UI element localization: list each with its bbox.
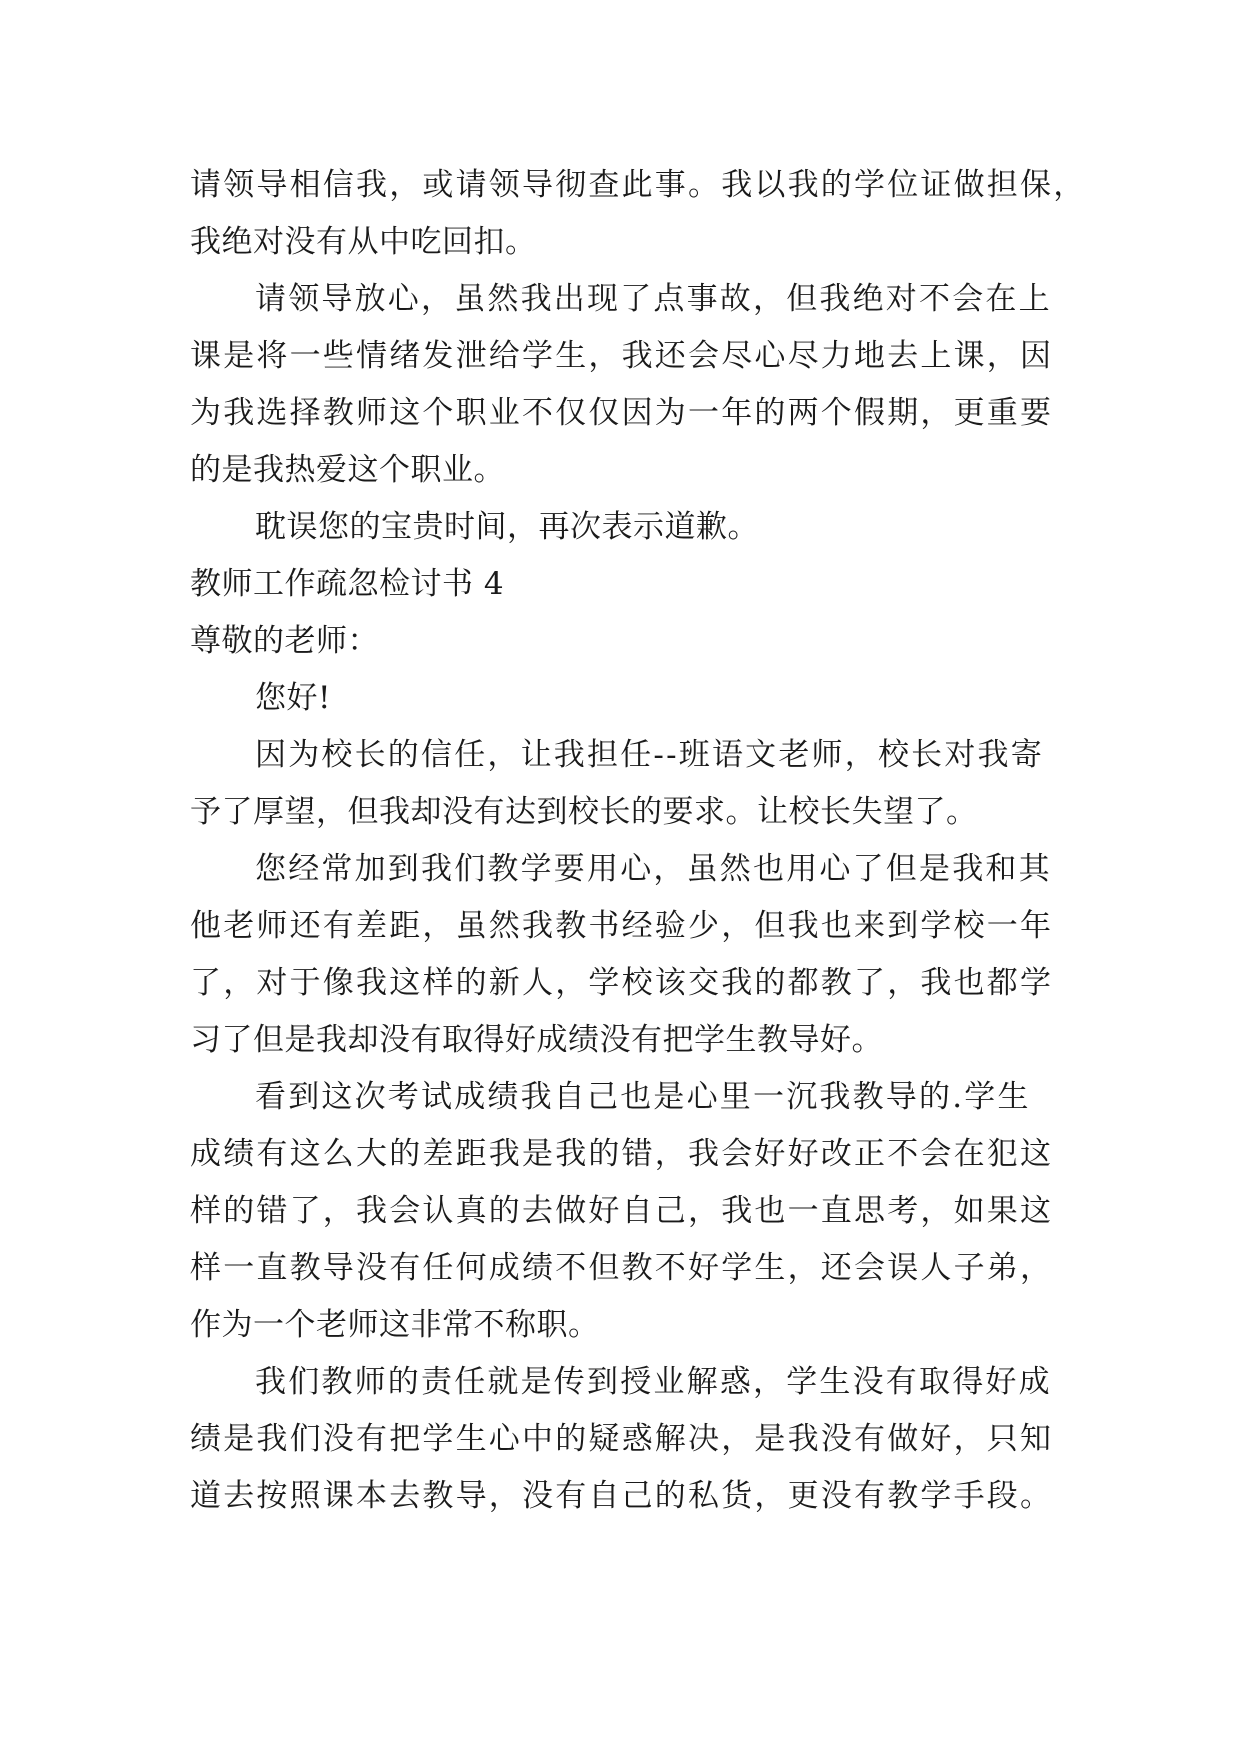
text-line-12: 予了厚望，但我却没有达到校长的要求。让校长失望了。 [190, 794, 978, 830]
section-heading: 教师工作疏忽检讨书 4 [190, 566, 505, 602]
text-line-21: 作为一个老师这非常不称职。 [190, 1307, 600, 1343]
text-line-14: 他老师还有差距，虽然我教书经验少，但我也来到学校一年 [190, 908, 1054, 944]
text-line-3: 请领导放心，虽然我出现了点事故，但我绝对不会在上 [255, 281, 1052, 317]
text-line-17: 看到这次考试成绩我自己也是心里一沉我教导的.学生 [255, 1079, 1031, 1115]
text-line-19: 样的错了，我会认真的去做好自己，我也一直思考，如果这 [190, 1193, 1054, 1229]
text-line-5: 为我选择教师这个职业不仅仅因为一年的两个假期，更重要 [190, 395, 1054, 431]
text-line-20: 样一直教导没有任何成绩不但教不好学生，还会误人子弟， [190, 1250, 1054, 1286]
text-line-2: 我绝对没有从中吃回扣。 [190, 224, 537, 260]
text-line-24: 道去按照课本去教导，没有自己的私货，更没有教学手段。 [190, 1478, 1054, 1514]
text-line-15: 了，对于像我这样的新人，学校该交我的都教了，我也都学 [190, 965, 1054, 1001]
greeting: 您好! [255, 680, 331, 716]
text-line-6: 的是我热爱这个职业。 [190, 452, 505, 488]
text-line-22: 我们教师的责任就是传到授业解惑，学生没有取得好成 [255, 1364, 1052, 1400]
text-line-23: 绩是我们没有把学生心中的疑惑解决，是我没有做好，只知 [190, 1421, 1054, 1457]
text-line-1: 请领导相信我，或请领导彻查此事。我以我的学位证做担保， [190, 167, 1087, 203]
salutation: 尊敬的老师： [190, 623, 379, 659]
text-line-16: 习了但是我却没有取得好成绩没有把学生教导好。 [190, 1022, 883, 1058]
text-line-18: 成绩有这么大的差距我是我的错，我会好好改正不会在犯这 [190, 1136, 1054, 1172]
text-line-4: 课是将一些情绪发泄给学生，我还会尽心尽力地去上课，因 [190, 338, 1054, 374]
text-line-7: 耽误您的宝贵时间，再次表示道歉。 [255, 509, 759, 545]
text-line-11: 因为校长的信任，让我担任--班语文老师，校长对我寄 [255, 737, 1044, 773]
text-line-13: 您经常加到我们教学要用心，虽然也用心了但是我和其 [255, 851, 1052, 887]
